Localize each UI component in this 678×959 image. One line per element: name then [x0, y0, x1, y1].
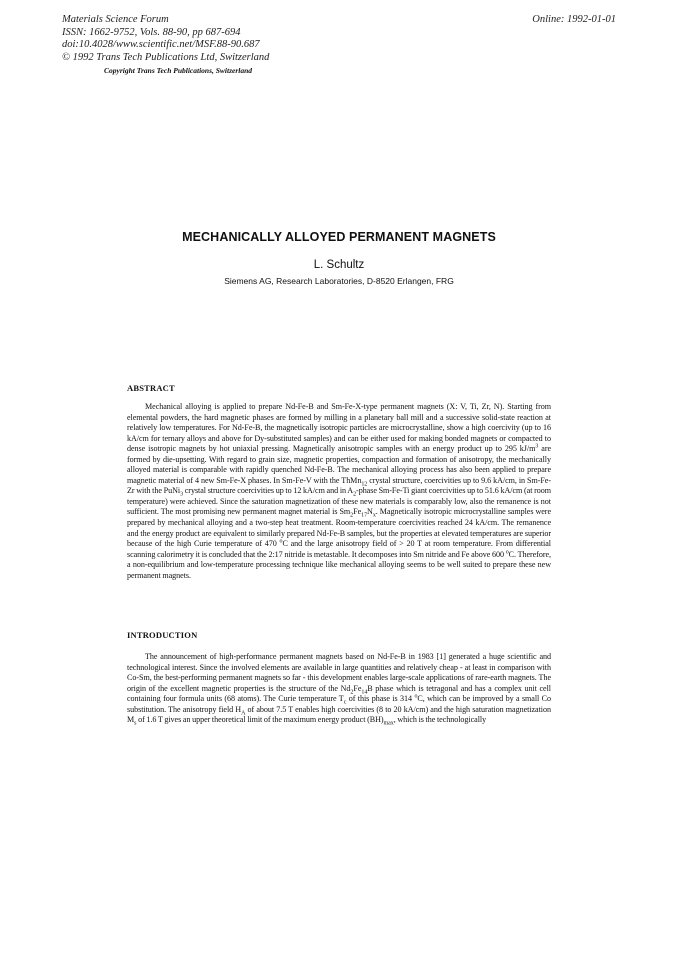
author-name: L. Schultz	[313, 259, 365, 271]
paper-title: MECHANICALLY ALLOYED PERMANENT MAGNETS	[182, 230, 496, 244]
introduction-paragraph: The announcement of high-performance permanent magnets based on Nd-Fe-B in 1983 [1] generated a huge scientific and technological interest. Since the involved elements are available in large quantities and relatively cheap - at least in comparison with Co-Sm, the best-performing permanent magnets so far - this development enables large-scale applications of rare-earth magnets. The origin of the excellent magnetic properties is the structure of the $Nd_2Fe_{14}B$ phase which is tetragonal and has a complex unit cell containing four formula units (68 atoms). The Curie temperature $T_c$ of this phase is 314 $^o$C, which can be improved by a small Co substitution. The anisotropy field $H_A$ of about 7.5 T enables high coercivities (8 to 20 kA/cm) and the high saturation magnetization $M_s$ of 1.6 T gives an upper theoretical limit of the maximum energy product $(BH)_{max}$, which is the technologically	[127, 652, 551, 727]
abstract-body	[127, 402, 551, 581]
introduction-body	[127, 652, 551, 726]
doi-line: doi:10.4028/www.scientific.net/MSF.88-90.687	[62, 39, 260, 50]
introduction-heading: INTRODUCTION	[127, 630, 198, 640]
author-affiliation: Siemens AG, Research Laboratories, D-8520 Erlangen, FRG	[224, 276, 454, 286]
abstract-paragraph: Mechanical alloying is applied to prepare Nd-Fe-B and Sm-Fe-X-type permanent magnets (X: V, Ti, Zr, N). Starting from elemental powders, the hard magnetic phases are formed by milling in a planetary ball mill and a successive solid-state reaction at relatively low temperatures. For Nd-Fe-B, the magnetically isotropic particles are microcrystalline, show a high coercivity (up to 16 kA/cm for ternary alloys and above for Dy-substituted samples) and can be either used for making bonded magnets or compacted to dense isotropic magnets by hot uniaxial pressing. Magnetically anisotropic samples with an energy product up to 295 $kJ/m^3$ are formed by die-upsetting. With regard to grain size, magnetic properties, compaction and formation of anisotropy, the mechanically alloyed material is comparable with rapidly quenched Nd-Fe-B. The mechanical alloying process has also been applied to prepare magnetic material of 4 new Sm-Fe-X phases. In Sm-Fe-V with the ThMn$_{12}$ crystal structure, coercivities up to 9.6 kA/cm, in Sm-Fe-Zr with the PuNi$_3$ crystal structure coercivities up to 12 kA/cm and in $A_2$-phase Sm-Fe-Ti giant coercivities up to 51.6 kA/cm (at room temperature) were achieved. Since the saturation magnetization of these new materials is comparably low, also the remanence is not sufficient. The most promising new permanent magnet material is $Sm_2Fe_{17}N_x$. Magnetically isotropic microcrystalline samples were prepared by mechanical alloying and a two-step heat treatment. Room-temperature coercivities reached 24 kA/cm. The remanence and the energy product are equivalent to similarly prepared Nd-Fe-B samples, but the properties at elevated temperatures are superior because of the high Curie temperature of 470 $^o$C and the large anisotropy field of > 20 T at room temperature. From differential scanning calorimetry it is concluded that the 2:17 nitride is metastable. It decomposes into Sm nitride and Fe above 600 $^o$C. Therefore, a non-equilibrium and low-temperature processing technique like mechanical alloying seems to be well suited to prepare these new permanent magnets.	[127, 402, 552, 580]
issn-line: ISSN: 1662-9752, Vols. 88-90, pp 687-694	[62, 26, 241, 38]
copyright-line: © 1992 Trans Tech Publications Ltd, Switzerland	[62, 51, 270, 63]
copyright-notice: Copyright Trans Tech Publications, Switzerland	[104, 66, 253, 75]
online-date: Online: 1992-01-01	[532, 14, 616, 25]
abstract-heading: ABSTRACT	[127, 383, 175, 393]
journal-header	[62, 14, 269, 64]
journal-name: Materials Science Forum	[62, 14, 169, 25]
